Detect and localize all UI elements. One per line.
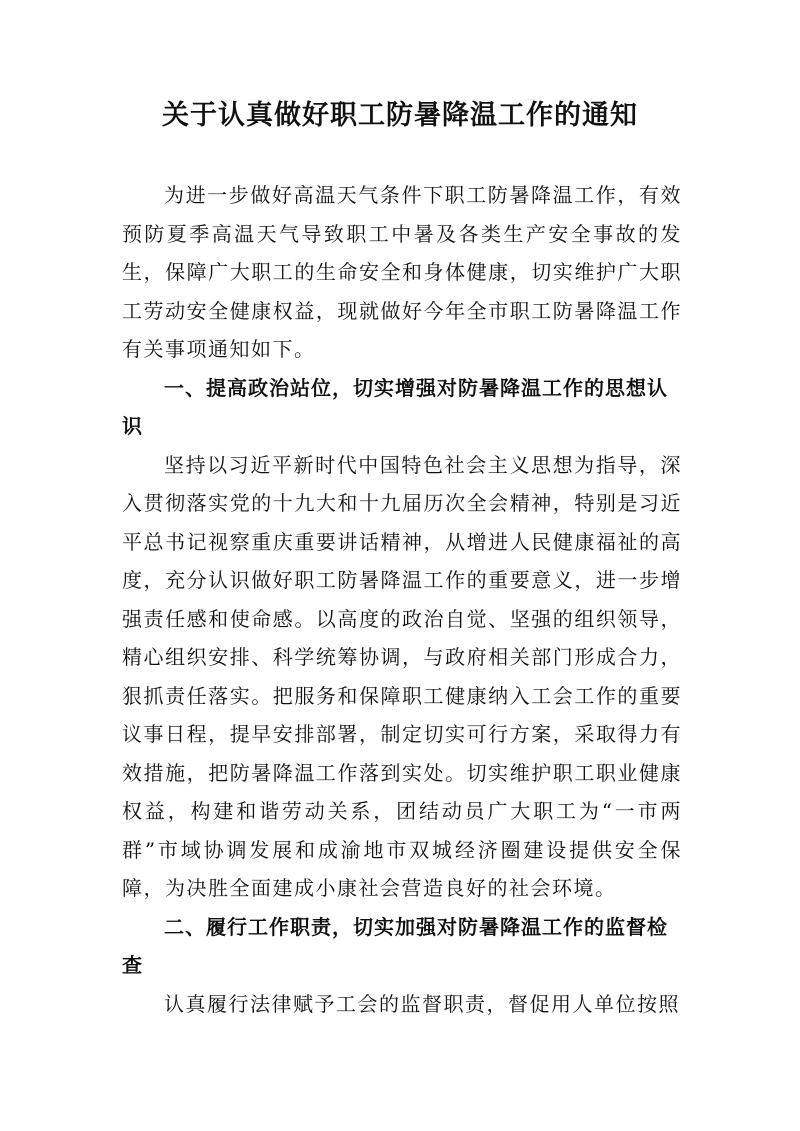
section-1-heading: 一、提高政治站位，切实增强对防暑降温工作的思想认识 xyxy=(122,375,668,438)
section-2-body: 认真履行法律赋予工会的监督职责，督促用人单位按照 xyxy=(164,991,680,1016)
intro-paragraph: 为进一步做好高温天气条件下职工防暑降温工作，有效预防夏季高温天气导致职工中暑及各类生产安全事故的发生，保障广大职工的生命安全和身体健康，切实维护广大职工劳动安全健康权益，现就做好今年全市职工防暑降温工作有关事项通知如下。 xyxy=(122,183,682,361)
document-body xyxy=(122,176,682,1023)
section-1-body: 坚持以习近平新时代中国特色社会主义思想为指导，深入贯彻落实党的十九大和十九届历次全会精神，特别是习近平总书记视察重庆重要讲话精神，从增进人民健康福祉的高度，充分认识做好职工防暑降温工作的重要意义，进一步增强责任感和使命感。以高度的政治自觉、坚强的组织领导，精心组织安排、科学统筹协调，与政府相关部门形成合力，狠抓责任落实。把服务和保障职工健康纳入工会工作的重要议事日程，提早安排部署，制定切实可行方案，采取得力有效措施，把防暑降温工作落到实处。切实维护职工职业健康权益，构建和谐劳动关系，团结动员广大职工为“一市两群”市域协调发展和成渝地市双城经济圈建设提供安全保障，为决胜全面建成小康社会营造良好的社会环境。 xyxy=(122,452,682,900)
document-title: 关于认真做好职工防暑降温工作的通知 xyxy=(162,100,638,131)
section-2-heading: 二、履行工作职责，切实加强对防暑降温工作的监督检查 xyxy=(122,914,668,977)
